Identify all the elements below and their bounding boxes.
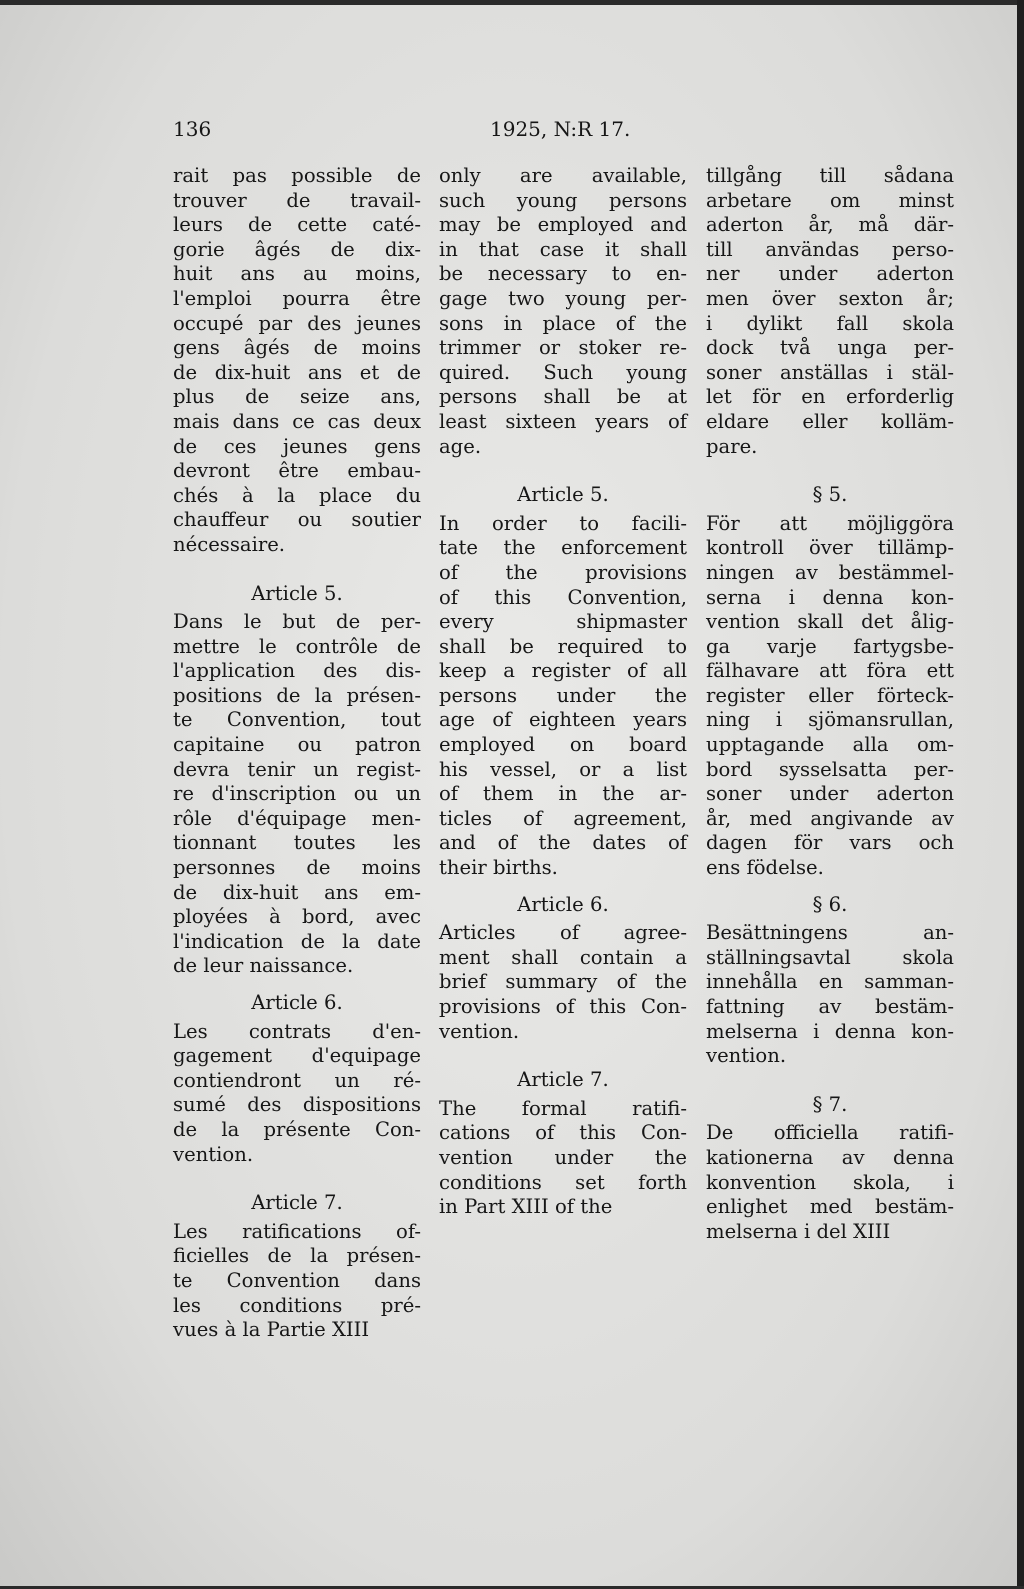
swedish-article-7-line: kationerna av denna (706, 1145, 954, 1169)
french-intro-line: chés à la place du (173, 483, 421, 507)
french-intro-line: de ces jeunes gens (173, 434, 421, 458)
english-intro-line: quired. Such young (439, 360, 687, 384)
french-article-5-line: re d'inscription ou un (173, 782, 421, 806)
swedish-article-6-line: vention. (706, 1044, 787, 1068)
section-gap (439, 1044, 687, 1056)
swedish-intro-line: aderton år, må där- (706, 213, 954, 237)
french-article-5-line: tionnant toutes les (173, 831, 421, 855)
french-article-6-line: de la présente Con- (173, 1117, 421, 1141)
french-intro-line: de dix-huit ans et de (173, 360, 421, 384)
swedish-intro-line: dock två unga per- (706, 336, 954, 360)
french-intro-line: nécessaire. (173, 532, 286, 556)
english-article-6-line: Articles of agree- (439, 921, 687, 945)
running-head: 1925, N:R 17. (490, 117, 631, 141)
french-intro-line: mais dans ce cas deux (173, 409, 421, 433)
swedish-intro-line: ner under aderton (706, 262, 954, 286)
english-article-5-line: age of eighteen years (439, 708, 687, 732)
swedish-article-5-line: fälhavare att föra ett (706, 659, 954, 683)
article-7-heading: Article 7. (517, 1068, 609, 1092)
swedish-article-7-line: konvention skola, i (706, 1170, 954, 1194)
article-5-heading: Article 5. (517, 483, 609, 507)
swedish-article-5-line: upptagande alla om- (706, 733, 954, 757)
swedish-article-5-line: vention skall det ålig- (706, 610, 954, 634)
english-article-7-line: cations of this Con- (439, 1121, 687, 1145)
french-article-7-line: les conditions pré- (173, 1293, 421, 1317)
french-article-7-line: ficielles de la présen- (173, 1244, 421, 1268)
article-7-heading: § 7. (812, 1092, 848, 1116)
swedish-article-5-line: För att möjliggöra (706, 511, 954, 535)
article-7-heading: Article 7. (251, 1191, 343, 1215)
french-article-5-line: mettre le contrôle de (173, 634, 421, 658)
swedish-article-5-line: register eller förteck- (706, 683, 954, 707)
english-article-5-line: of the provisions (439, 560, 687, 584)
swedish-article-6-line: ställningsavtal skola (706, 945, 954, 969)
swedish-intro-line: till användas perso- (706, 237, 954, 261)
english-intro-line: sons in place of the (439, 311, 687, 335)
article-6-heading: Article 6. (251, 991, 343, 1014)
swedish-column (706, 164, 954, 1244)
french-intro-line: devront être embau- (173, 459, 421, 483)
scan-border-top (0, 0, 1024, 5)
english-intro-line: persons shall be at (439, 385, 687, 409)
article-6-heading: Article 6. (517, 892, 609, 916)
swedish-article-6-line: fattning av bestäm- (706, 995, 954, 1018)
french-article-6-line: contiendront un ré- (173, 1068, 421, 1092)
english-article-7-line: conditions set forth (439, 1170, 687, 1194)
swedish-article-5-line: ens födelse. (706, 856, 824, 880)
swedish-intro-line: i dylikt fall skola (706, 311, 954, 335)
french-intro-line: gorie âgés de dix- (173, 237, 421, 261)
french-article-7-line: Les ratifications of- (173, 1219, 421, 1243)
scan-border-right (1017, 0, 1024, 1589)
swedish-intro-line: tillgång till sådana (706, 164, 954, 187)
french-intro-line: huit ans au moins, (173, 262, 421, 286)
swedish-intro-line: men över sexton år; (706, 286, 954, 310)
french-article-6-line: vention. (173, 1142, 254, 1166)
swedish-article-5-line: bord sysselsatta per- (706, 757, 954, 781)
swedish-intro-line: let för en erforderlig (706, 385, 954, 409)
english-article-6-line: provisions of this Con- (439, 995, 687, 1018)
french-intro-line: chauffeur ou soutier (173, 508, 421, 532)
english-article-5-line: of this Convention, (439, 585, 687, 609)
french-article-5-line: de dix-huit ans em- (173, 880, 421, 904)
swedish-article-5-line: ningen av bestämmel- (706, 560, 954, 584)
swedish-article-7-line: enlighet med bestäm- (706, 1195, 954, 1219)
french-intro-line: plus de seize ans, (173, 385, 421, 409)
french-article-5-line: Dans le but de per- (173, 610, 421, 634)
english-article-5-line: of them in the ar- (439, 782, 687, 806)
english-intro-line: be necessary to en- (439, 262, 687, 286)
section-gap (173, 558, 421, 570)
english-intro-line: trimmer or stoker re- (439, 336, 687, 360)
french-intro-line: gens âgés de moins (173, 336, 421, 360)
french-intro-line: l'emploi pourra être (173, 286, 421, 310)
swedish-article-5-line: ga varje fartygsbe- (706, 634, 954, 658)
swedish-article-6-line: melserna i denna kon- (706, 1019, 954, 1043)
english-article-5-line: persons under the (439, 683, 687, 707)
english-article-7-line: in Part XIII of the (439, 1195, 613, 1219)
page-number: 136 (173, 117, 212, 141)
section-gap (706, 459, 954, 471)
french-article-7-line: te Convention dans (173, 1268, 421, 1292)
french-column (173, 164, 421, 1343)
swedish-article-5-line: år, med angivande av (706, 806, 954, 830)
swedish-article-6-line: Besättningens an- (706, 921, 954, 945)
french-article-6-line: gagement d'equipage (173, 1044, 421, 1068)
english-intro-line: may be employed and (439, 213, 687, 237)
french-article-5-line: de leur naissance. (173, 954, 354, 978)
english-article-5-line: and of the dates of (439, 831, 687, 855)
section-gap (706, 1069, 954, 1081)
french-article-7-line: vues à la Partie XIII (173, 1318, 370, 1342)
french-article-5-line: devra tenir un regist- (173, 757, 421, 781)
english-column (439, 164, 687, 1220)
french-article-5-line: te Convention, tout (173, 708, 421, 732)
english-article-6-line: brief summary of the (439, 970, 687, 994)
french-intro-line: occupé par des jeunes (173, 311, 421, 335)
english-article-5-line: ticles of agreement, (439, 806, 687, 830)
french-article-5-line: rôle d'équipage men- (173, 806, 421, 830)
english-article-7-line: vention under the (439, 1145, 687, 1169)
swedish-intro-line: arbetare om minst (706, 188, 954, 212)
french-article-5-line: ployées à bord, avec (173, 905, 421, 929)
swedish-intro-line: soner anställas i stäl- (706, 360, 954, 384)
french-article-5-line: l'application des dis- (173, 659, 421, 683)
french-article-5-line: personnes de moins (173, 856, 421, 880)
section-gap (173, 1167, 421, 1179)
french-intro-line: rait pas possible de (173, 164, 421, 187)
english-intro-line: only are available, (439, 164, 687, 187)
swedish-article-5-line: serna i denna kon- (706, 585, 954, 609)
english-article-7-line: The formal ratifi- (439, 1096, 687, 1120)
article-5-heading: Article 5. (251, 581, 343, 605)
english-article-5-line: his vessel, or a list (439, 757, 687, 781)
french-article-5-line: l'indication de la date (173, 929, 421, 953)
swedish-intro-line: eldare eller kolläm- (706, 409, 954, 433)
swedish-article-5-line: kontroll över tillämp- (706, 536, 954, 560)
swedish-intro-line: pare. (706, 434, 758, 458)
french-article-5-line: positions de la présen- (173, 683, 421, 707)
english-intro-line: age. (439, 434, 482, 458)
english-article-5-line: their births. (439, 856, 558, 880)
english-intro-line: such young persons (439, 188, 687, 212)
french-article-5-line: capitaine ou patron (173, 733, 421, 757)
swedish-article-5-line: dagen för vars och (706, 831, 954, 855)
english-article-5-line: keep a register of all (439, 659, 687, 683)
french-article-6-line: Les contrats d'en- (173, 1019, 421, 1043)
french-intro-line: leurs de cette caté- (173, 213, 421, 237)
article-6-heading: § 6. (812, 892, 848, 916)
french-article-6-line: sumé des dispositions (173, 1093, 421, 1117)
french-intro-line: trouver de travail- (173, 188, 421, 212)
swedish-article-5-line: ning i sjömansrullan, (706, 708, 954, 732)
english-article-5-line: In order to facili- (439, 511, 687, 535)
english-article-5-line: shall be required to (439, 634, 687, 658)
section-gap (439, 459, 687, 471)
english-article-6-line: vention. (439, 1019, 520, 1043)
english-article-5-line: employed on board (439, 733, 687, 757)
english-article-6-line: ment shall contain a (439, 945, 687, 969)
swedish-article-7-line: melserna i del XIII (706, 1219, 891, 1243)
swedish-article-6-line: innehålla en samman- (706, 970, 954, 994)
article-5-heading: § 5. (812, 483, 848, 507)
english-article-5-line: every shipmaster (439, 610, 687, 634)
swedish-article-7-line: De officiella ratifi- (706, 1121, 954, 1145)
swedish-article-5-line: soner under aderton (706, 782, 954, 806)
english-article-5-line: tate the enforcement (439, 536, 687, 560)
english-intro-line: gage two young per- (439, 286, 687, 310)
english-intro-line: least sixteen years of (439, 409, 687, 433)
english-intro-line: in that case it shall (439, 237, 687, 261)
